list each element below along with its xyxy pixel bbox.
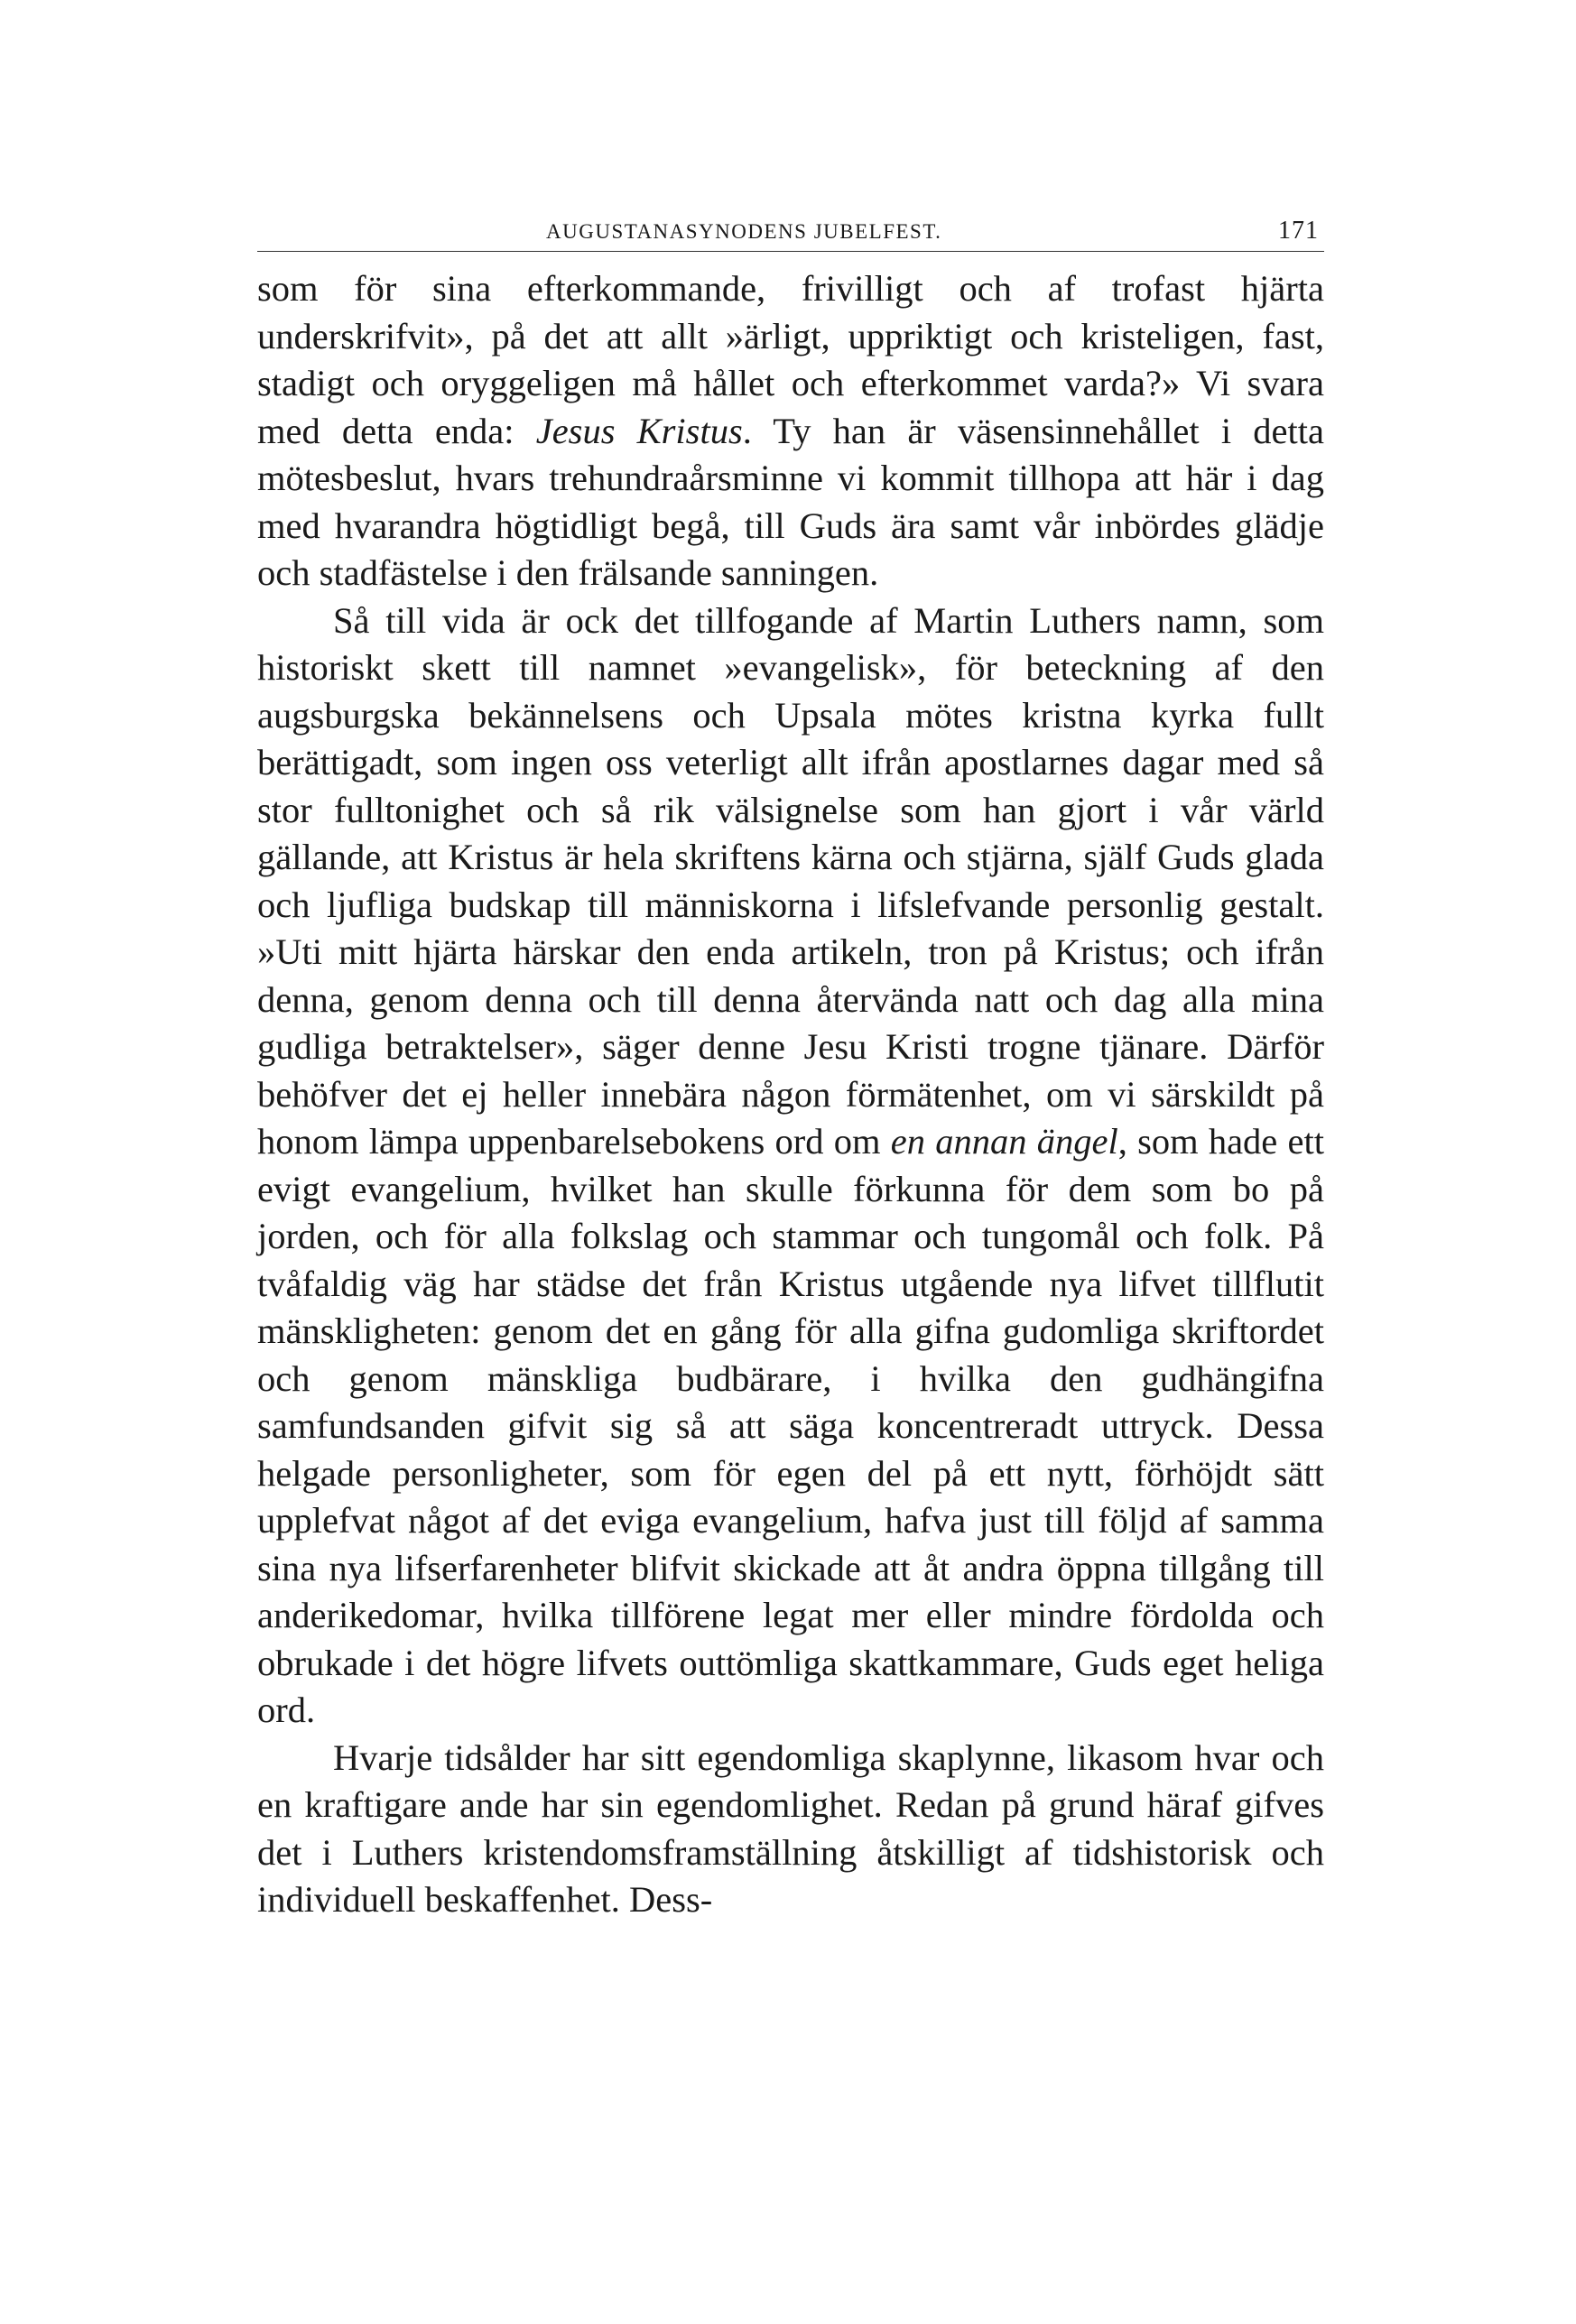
page-number: 171 xyxy=(1278,217,1319,245)
paragraph-2 xyxy=(257,597,1324,1735)
running-title: AUGUSTANASYNODENS JUBELFEST. xyxy=(546,220,942,243)
body-text xyxy=(257,265,1324,1924)
paragraph-2-text-1: Så till vida är ock det tillfogande af Martin Luthers namn, som historiskt skett till namnet »evangelisk», för beteckning af den augsburgska bekännelsens och Upsala mötes kristna kyrka fullt berättigadt, som ingen oss veterligt allt ifrån apostlarnes dagar med så stor fulltonighet och så rik välsignelse som han gjort i vår värld gällande, att Kristus är hela skriftens kärna och stjärna, själf Guds glada och ljufliga budskap till människorna i lifslefvande personlig gestalt. »Uti mitt hjärta härskar den enda artikeln, tron på Kristus; och ifrån denna, genom denna och till denna återvända natt och dag alla mina gudliga betraktelser», säger denne Jesu Kristi trogne tjänare. Därför behöfver det ej heller innebära någon förmätenhet, om vi särskildt på honom lämpa uppenbarelsebokens ord om xyxy=(257,599,1324,1162)
paragraph-1-italic-jesus-kristus: Jesus Kristus xyxy=(535,410,743,451)
paragraph-2-italic-en-annan-angel: en annan ängel xyxy=(890,1121,1118,1162)
running-head xyxy=(257,215,1324,251)
document-page xyxy=(257,215,1324,1924)
paragraph-1-text-1: som för sina efterkommande, frivilligt och af trofast hjärta underskrifvit», på det att allt »ärligt, uppriktigt och kristeligen, fast, stadigt och oryggeligen må hållet och efterkommet varda?» Vi svara med detta enda: xyxy=(257,268,1324,451)
paragraph-3-text-1: Hvarje tidsålder har sitt egendomliga skaplynne, likasom hvar och en kraftigare ande har sin egendomlighet. Redan på grund häraf gifves det i Luthers kristendomsframställning åtskilligt af tidshistorisk och individuell beskaffenhet. Dess- xyxy=(257,1736,1324,1920)
paragraph-1-text-2: . Ty han är väsensinnehållet i detta mötesbeslut, hvars trehundraårsminne vi kommit tillhopa att här i dag med hvarandra högtidligt begå, till Guds ära samt vår inbördes glädje och stadfästelse i den frälsande sanningen. xyxy=(257,410,1325,593)
paragraph-2-text-2: , som hade ett evigt evangelium, hvilket han skulle förkunna för dem som bo på jorden, och för alla folkslag och stammar och tungomål och folk. På tvåfaldig väg har städse det från Kristus utgående nya lifvet tillflutit mänskligheten: genom det en gång för alla gifna gudomliga skriftordet och genom mänskliga budbärare, i hvilka den gudhängifna samfundsanden gifvit sig så att säga koncentreradt uttryck. Dessa helgade personligheter, som för egen del på ett nytt, förhöjdt sätt upplefvat något af det eviga evangelium, hafva just till följd af samma sina nya lifserfarenheter blifvit skickade att åt andra öppna tillgång till anderikedomar, hvilka tillförene legat mer eller mindre fördolda och obrukade i det högre lifvets outtömliga skattkammare, Guds eget heliga ord. xyxy=(257,1121,1324,1730)
header-rule xyxy=(257,251,1324,252)
paragraph-1 xyxy=(257,265,1324,597)
paragraph-3 xyxy=(257,1735,1324,1924)
